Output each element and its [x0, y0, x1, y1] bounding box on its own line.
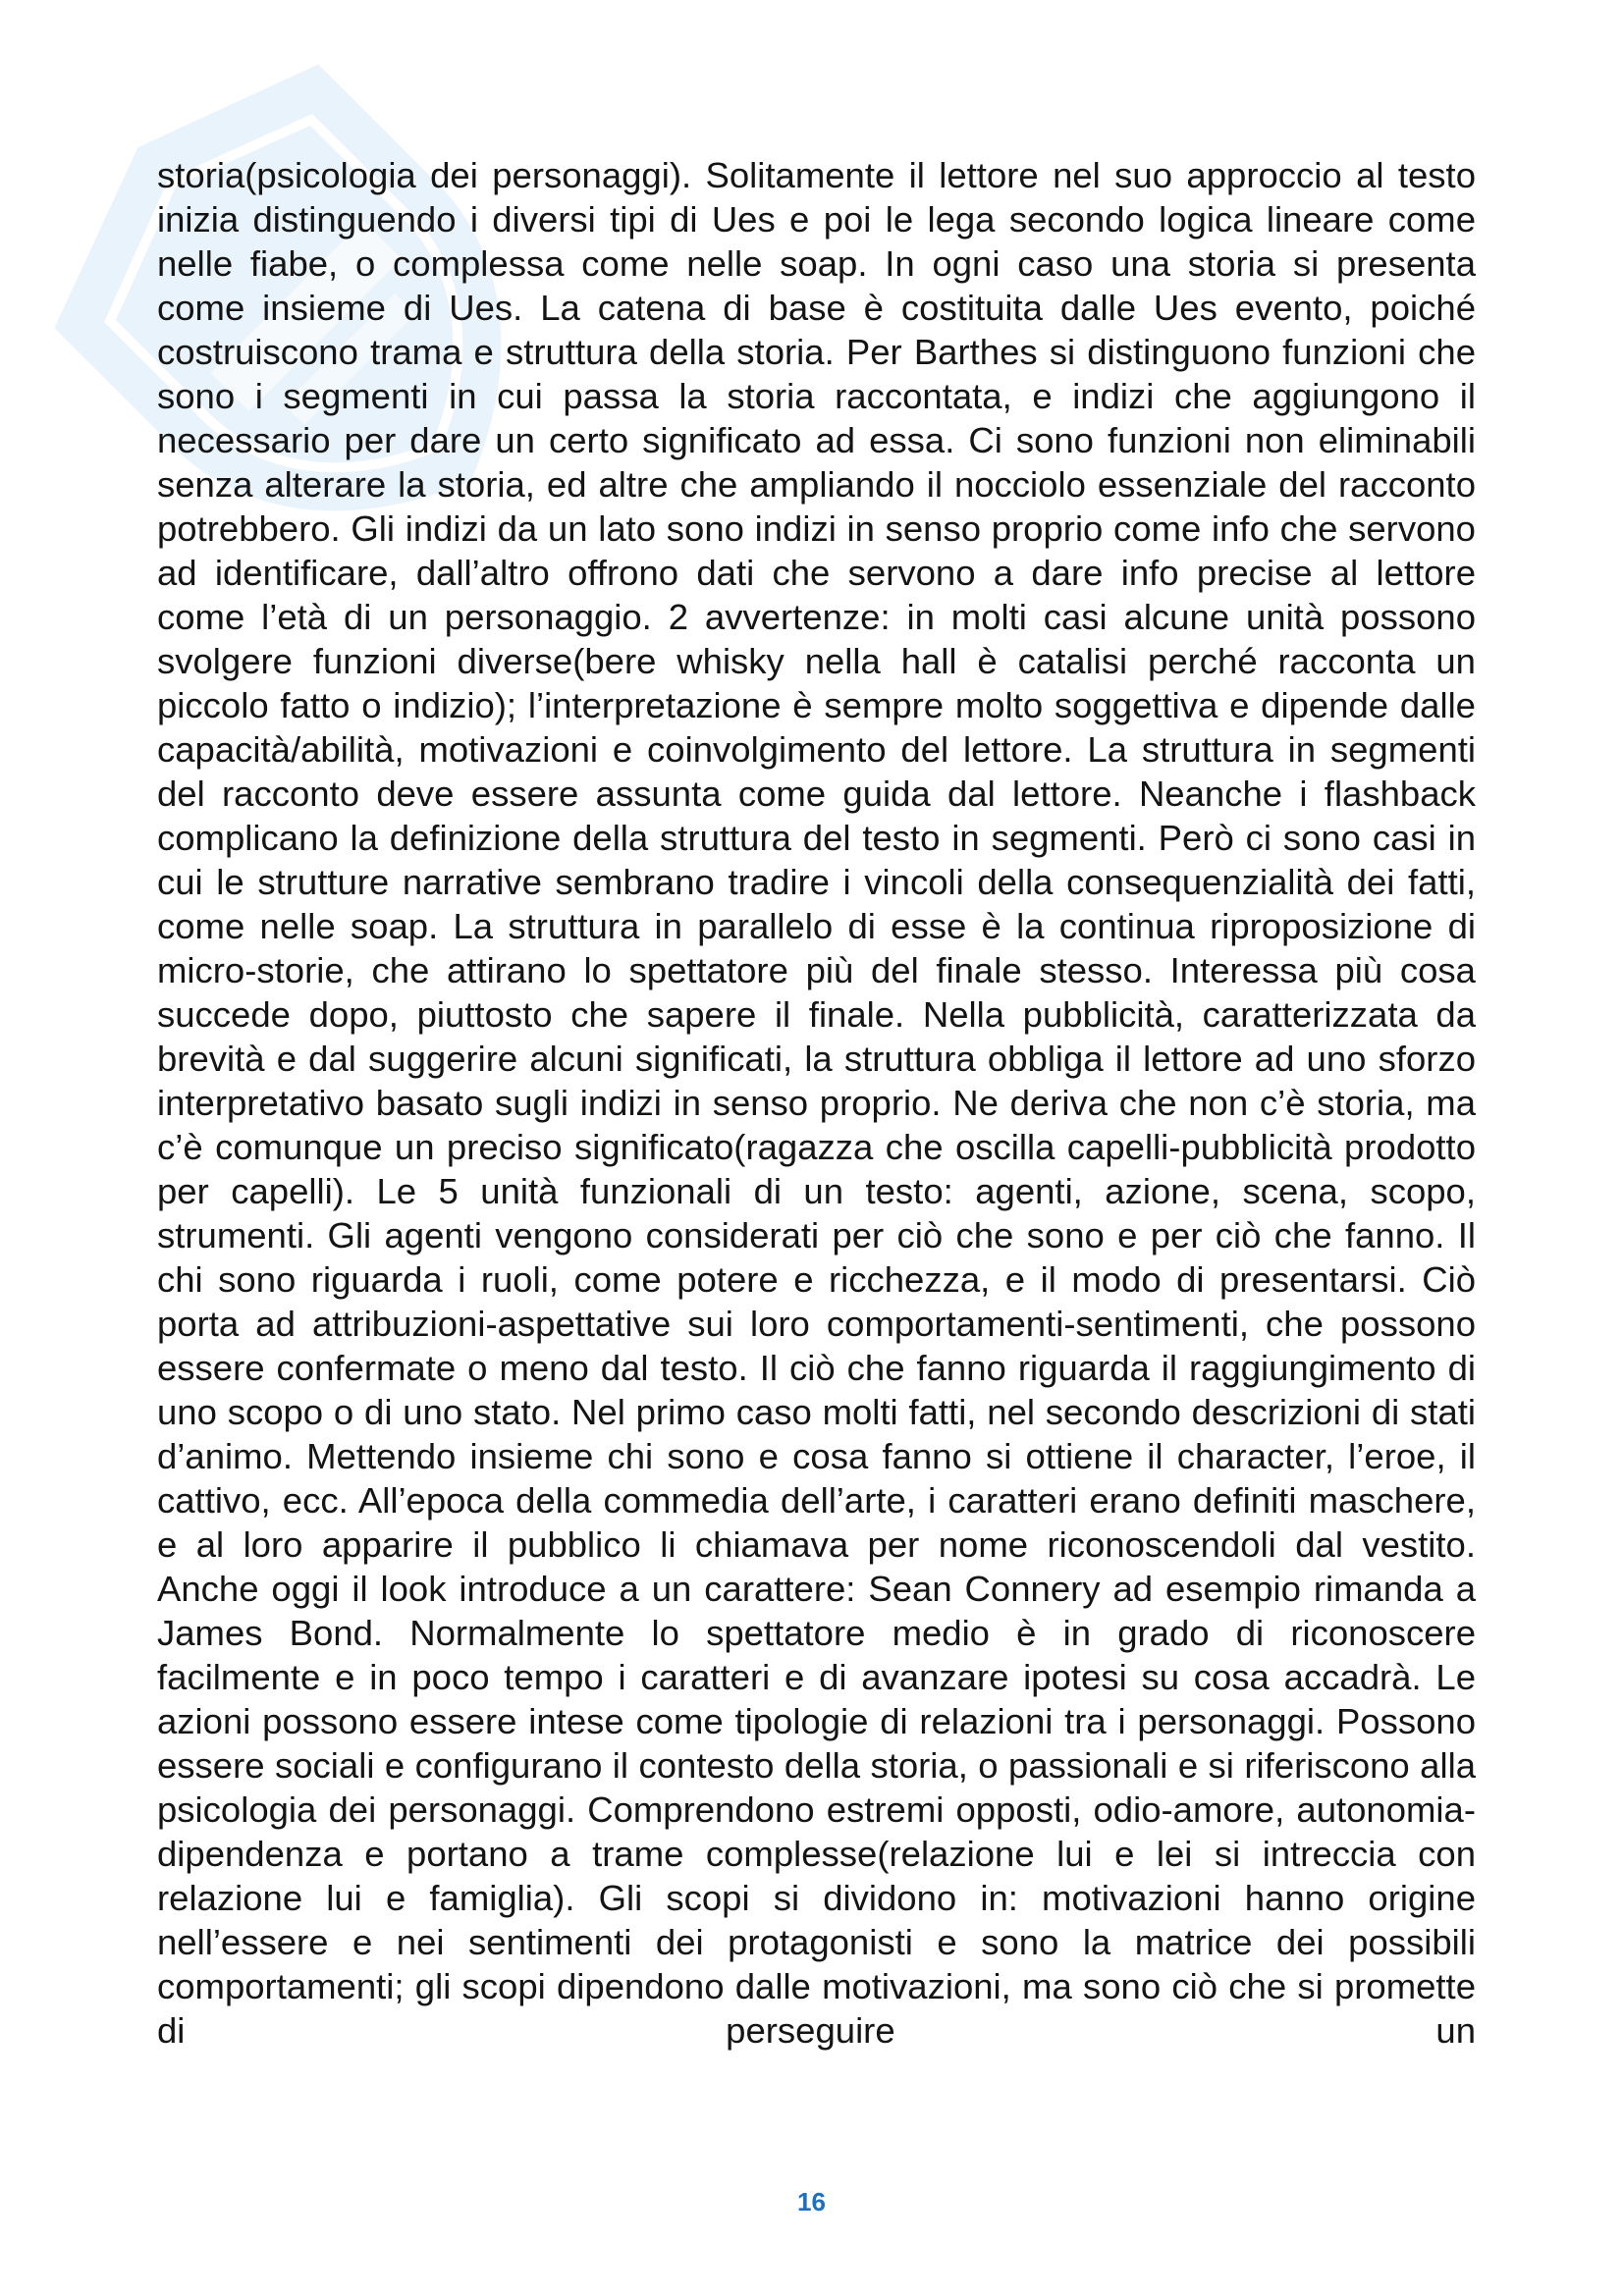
page-number: 16: [797, 2187, 826, 2216]
document-body: [157, 153, 1476, 2053]
body-paragraph: storia(psicologia dei personaggi). Solitamente il lettore nel suo approccio al testo inizia distinguendo i diversi tipi di Ues e poi le lega secondo logica lineare come nelle fiabe, o complessa come nelle soap. In ogni caso una storia si presenta come insieme di Ues. La catena di base è costituita dalle Ues evento, poiché costruiscono trama e struttura della storia. Per Barthes si distinguono funzioni che sono i segmenti in cui passa la storia raccontata, e indizi che aggiungono il necessario per dare un certo significato ad essa. Ci sono funzioni non eliminabili senza alterare la storia, ed altre che ampliando il nocciolo essenziale del racconto potrebbero. Gli indizi da un lato sono indizi in senso proprio come info che servono ad identificare, dall’altro offrono dati che servono a dare info precise al lettore come l’età di un personaggio. 2 avvertenze: in molti casi alcune unità possono svolgere funzioni diverse(bere whisky nella hall è catalisi perché racconta un piccolo fatto o indizio); l’interpretazione è sempre molto soggettiva e dipende dalle capacità/abilità, motivazioni e coinvolgimento del lettore. La struttura in segmenti del racconto deve essere assunta come guida dal lettore. Neanche i flashback complicano la definizione della struttura del testo in segmenti. Però ci sono casi in cui le strutture narrative sembrano tradire i vincoli della consequenzialità dei fatti, come nelle soap. La struttura in parallelo di esse è la continua riproposizione di micro-storie, che attirano lo spettatore più del finale stesso. Interessa più cosa succede dopo, piuttosto che sapere il finale. Nella pubblicità, caratterizzata da brevità e dal suggerire alcuni significati, la struttura obbliga il lettore ad uno sforzo interpretativo basato sugli indizi in senso proprio. Ne deriva che non c’è storia, ma c’è comunque un preciso significato(ragazza che oscilla capelli-pubblicità prodotto per capelli). Le 5 unità funzionali di un testo: agenti, azione, scena, scopo, strumenti. Gli agenti vengono considerati per ciò che sono e per ciò che fanno. Il chi sono riguarda i ruoli, come potere e ricchezza, e il modo di presentarsi. Ciò porta ad attribuzioni-aspettative sui loro comportamenti-sentimenti, che possono essere confermate o meno dal testo. Il ciò che fanno riguarda il raggiungimento di uno scopo o di uno stato. Nel primo caso molti fatti, nel secondo descrizioni di stati d’animo. Mettendo insieme chi sono e cosa fanno si ottiene il character, l’eroe, il cattivo, ecc. All’epoca della commedia dell’arte, i caratteri erano definiti maschere, e al loro apparire il pubblico li chiamava per nome riconoscendoli dal vestito. Anche oggi il look introduce a un carattere: Sean Connery ad esempio rimanda a James Bond. Normalmente lo spettatore medio è in grado di riconoscere facilmente e in poco tempo i caratteri e di avanzare ipotesi su cosa accadrà. Le azioni possono essere intese come tipologie di relazioni tra i personaggi. Possono essere sociali e configurano il contesto della storia, o passionali e si riferiscono alla psicologia dei personaggi. Comprendono estremi opposti, odio-amore, autonomia-dipendenza e portano a trame complesse(relazione lui e lei si intreccia con relazione lui e famiglia). Gli scopi si dividono in: motivazioni hanno origine nell’essere e nei sentimenti dei protagonisti e sono la matrice dei possibili comportamenti; gli scopi dipendono dalle motivazioni, ma sono ciò che si promette di perseguire un: [157, 155, 1476, 2051]
